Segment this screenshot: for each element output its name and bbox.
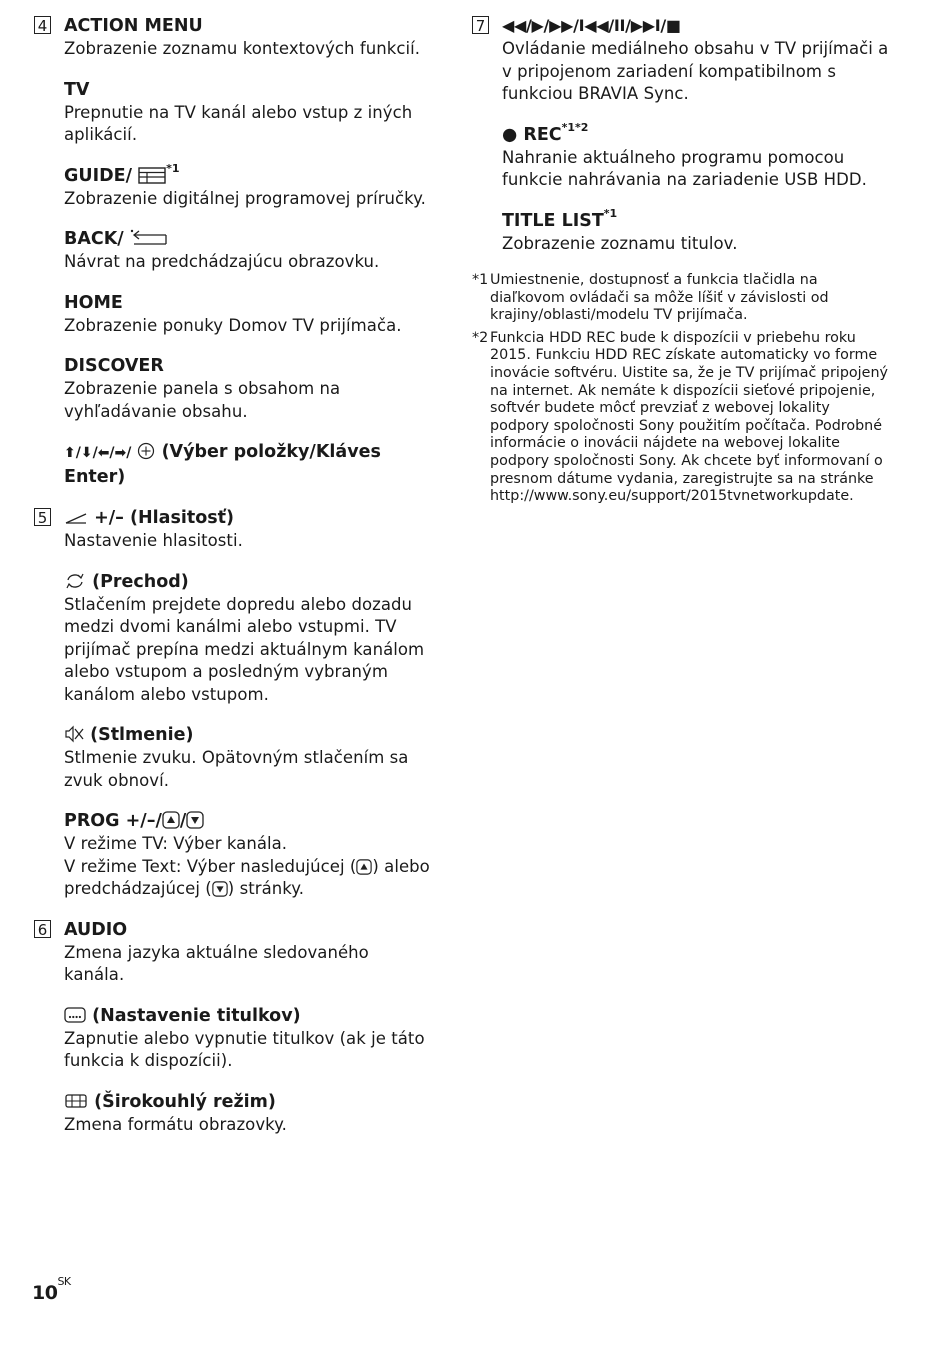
- prog-title: PROG +/–/: [64, 811, 162, 831]
- back-arrow-icon: [130, 229, 168, 247]
- mute-entry: [64, 723, 434, 792]
- tv-title: TV: [64, 79, 90, 100]
- rec-title: ● REC: [502, 124, 562, 145]
- prog-desc-line1: V režime TV: Výber kanála.: [64, 834, 288, 853]
- section-number-6: 6: [34, 920, 51, 938]
- guide-title-line: [64, 161, 434, 188]
- page-number-value: 10: [32, 1282, 58, 1304]
- title-list-title-line: [502, 206, 892, 233]
- page-language-code: SK: [57, 1274, 71, 1288]
- guide-title: GUIDE/: [64, 165, 132, 186]
- back-entry: [64, 227, 434, 274]
- title-list-entry: [502, 206, 892, 256]
- prog-desc-line2: [64, 856, 434, 879]
- footnote-1-text: Umiestnenie, dostupnosť a funkcia tlačidla na diaľkovom ovládači sa môže líšiť v závislosti od krajiny/oblasti/modelu TV prijímača.: [490, 272, 829, 324]
- prog-desc-line3: [64, 878, 434, 901]
- subtitle-title: (Nastavenie titulkov): [92, 1005, 301, 1026]
- rec-desc: Nahranie aktuálneho programu pomocou funkcie nahrávania na zariadenie USB HDD.: [502, 147, 867, 189]
- discover-desc: Zobrazenie panela s obsahom na vyhľadávanie obsahu.: [64, 379, 341, 421]
- section-7-media-controls: [475, 14, 892, 106]
- action-menu-desc: Zobrazenie zoznamu kontextových funkcií.: [64, 39, 421, 58]
- audio-title: AUDIO: [64, 919, 128, 940]
- navigation-title: (Výber položky/Kláves Enter): [64, 442, 381, 487]
- prog-line2-start: V režime Text: Výber nasledujúcej (: [64, 856, 357, 876]
- section-6-audio: [37, 918, 434, 987]
- tv-entry: [64, 78, 434, 147]
- jump-cycle-icon: [64, 572, 86, 590]
- page-down-inline-icon: [212, 881, 228, 897]
- rec-entry: [502, 120, 892, 192]
- tv-desc: Prepnutie na TV kanál alebo vstup z iných aplikácií.: [64, 102, 413, 144]
- navigation-arrows: ⬆/⬇/⬅/➡/: [64, 445, 132, 461]
- section-number-4: 4: [34, 16, 51, 34]
- title-list-title: TITLE LIST: [502, 210, 604, 231]
- section-number-5: 5: [34, 508, 51, 526]
- jump-title: (Prechod): [92, 571, 189, 592]
- back-title-line: [64, 227, 434, 251]
- media-controls-title: ◀◀/▶/▶▶/I◀◀/II/▶▶I/■: [502, 16, 681, 35]
- mute-speaker-icon: [64, 725, 84, 743]
- guide-desc: Zobrazenie digitálnej programovej príručky.: [64, 188, 426, 208]
- media-controls-desc: Ovládanie mediálneho obsahu v TV prijímači a v pripojenom zariadení kompatibilnom s funkciou BRAVIA Sync.: [502, 39, 889, 103]
- rec-footnote-ref: *1*2: [561, 120, 589, 134]
- discover-title: DISCOVER: [64, 356, 164, 376]
- discover-entry: [64, 354, 434, 423]
- footnote-1: [472, 272, 892, 325]
- navigation-entry: [64, 440, 434, 489]
- wide-entry: [64, 1090, 434, 1137]
- volume-desc: Nastavenie hlasitosti.: [64, 531, 243, 550]
- subtitle-entry: [64, 1004, 434, 1073]
- footnotes: [472, 272, 892, 506]
- navigation-title-line: [64, 440, 434, 489]
- wide-mode-icon: [64, 1092, 88, 1110]
- mute-title: (Stlmenie): [90, 725, 194, 745]
- volume-title: +/– (Hlasitosť): [94, 508, 235, 528]
- audio-desc: Zmena jazyka aktuálne sledovaného kanála.: [64, 942, 369, 984]
- page-up-icon: [162, 811, 180, 829]
- wide-title: (Širokouhlý režim): [94, 1091, 276, 1112]
- subtitle-icon: [64, 1006, 86, 1024]
- volume-title-line: [64, 506, 434, 530]
- enter-circle-icon: [137, 442, 155, 460]
- prog-line3-start: predchádzajúcej (: [64, 879, 212, 898]
- jump-desc: Stlačením prejdete dopredu alebo dozadu medzi dvomi kanálmi alebo vstupmi. TV prijímač prepína medzi aktuálnym kanálom alebo vstupom a posledným vybraným kanálom alebo vstupom.: [64, 594, 425, 704]
- home-title: HOME: [64, 292, 123, 313]
- subtitle-title-line: [64, 1004, 434, 1028]
- volume-ramp-icon: [64, 510, 88, 526]
- wide-title-line: [64, 1090, 434, 1114]
- title-list-desc: Zobrazenie zoznamu titulov.: [502, 233, 738, 253]
- title-list-footnote-ref: *1: [603, 206, 618, 220]
- mute-desc: Stlmenie zvuku. Opätovným stlačením sa zvuk obnoví.: [64, 748, 409, 790]
- home-desc: Zobrazenie ponuky Domov TV prijímača.: [64, 315, 402, 335]
- page-number: [32, 1274, 71, 1304]
- guide-icon: [138, 166, 166, 184]
- home-entry: [64, 291, 434, 338]
- prog-line3-end: ) stránky.: [227, 879, 305, 898]
- prog-entry: [64, 809, 434, 901]
- footnote-1-mark: *1: [472, 272, 489, 288]
- left-column: [34, 14, 434, 1153]
- mute-title-line: [64, 723, 434, 747]
- footnote-2: [472, 330, 892, 506]
- section-number-7: 7: [472, 16, 489, 34]
- section-4-action-menu: [37, 14, 434, 61]
- subtitle-desc: Zapnutie alebo vypnutie titulkov (ak je táto funkcia k dispozícii).: [64, 1028, 425, 1070]
- guide-entry: [64, 161, 434, 211]
- back-title: BACK/: [64, 229, 124, 249]
- prog-separator: /: [179, 811, 187, 831]
- footnote-2-mark: *2: [472, 329, 489, 346]
- rec-title-line: [502, 120, 892, 147]
- footnote-2-text: Funkcia HDD REC bude k dispozícii v priebehu roku 2015. Funkciu HDD REC získate automaticky vo forme inovácie softvéru. Uistite sa, že je TV prijímač pripojený na internet. Ak nemáte k dispozícii sieťové pripojenie, softvér budete môcť prevziať z webovej lokality podpory spoločnosti Sony použitím počítača. Podrobné informácie o inovácii nájdete na webovej lokalite podpory spoločnosti Sony. Ak chcete byť informovaní o presnom dátume vydania, zaregistrujte sa na stránke http://www.sony.eu/support/2015tvnetworkupdate.: [490, 329, 888, 505]
- jump-title-line: [64, 570, 434, 594]
- prog-line2-end: ) alebo: [372, 856, 430, 876]
- prog-title-line: [64, 809, 434, 833]
- section-5-volume: [37, 506, 434, 553]
- page-up-inline-icon: [356, 859, 372, 875]
- right-column: [472, 14, 892, 511]
- action-menu-title: ACTION MENU: [64, 16, 203, 36]
- guide-footnote-ref: *1: [166, 161, 180, 175]
- page-down-icon: [186, 811, 204, 829]
- back-desc: Návrat na predchádzajúcu obrazovku.: [64, 252, 380, 271]
- jump-entry: [64, 570, 434, 707]
- wide-desc: Zmena formátu obrazovky.: [64, 1114, 287, 1134]
